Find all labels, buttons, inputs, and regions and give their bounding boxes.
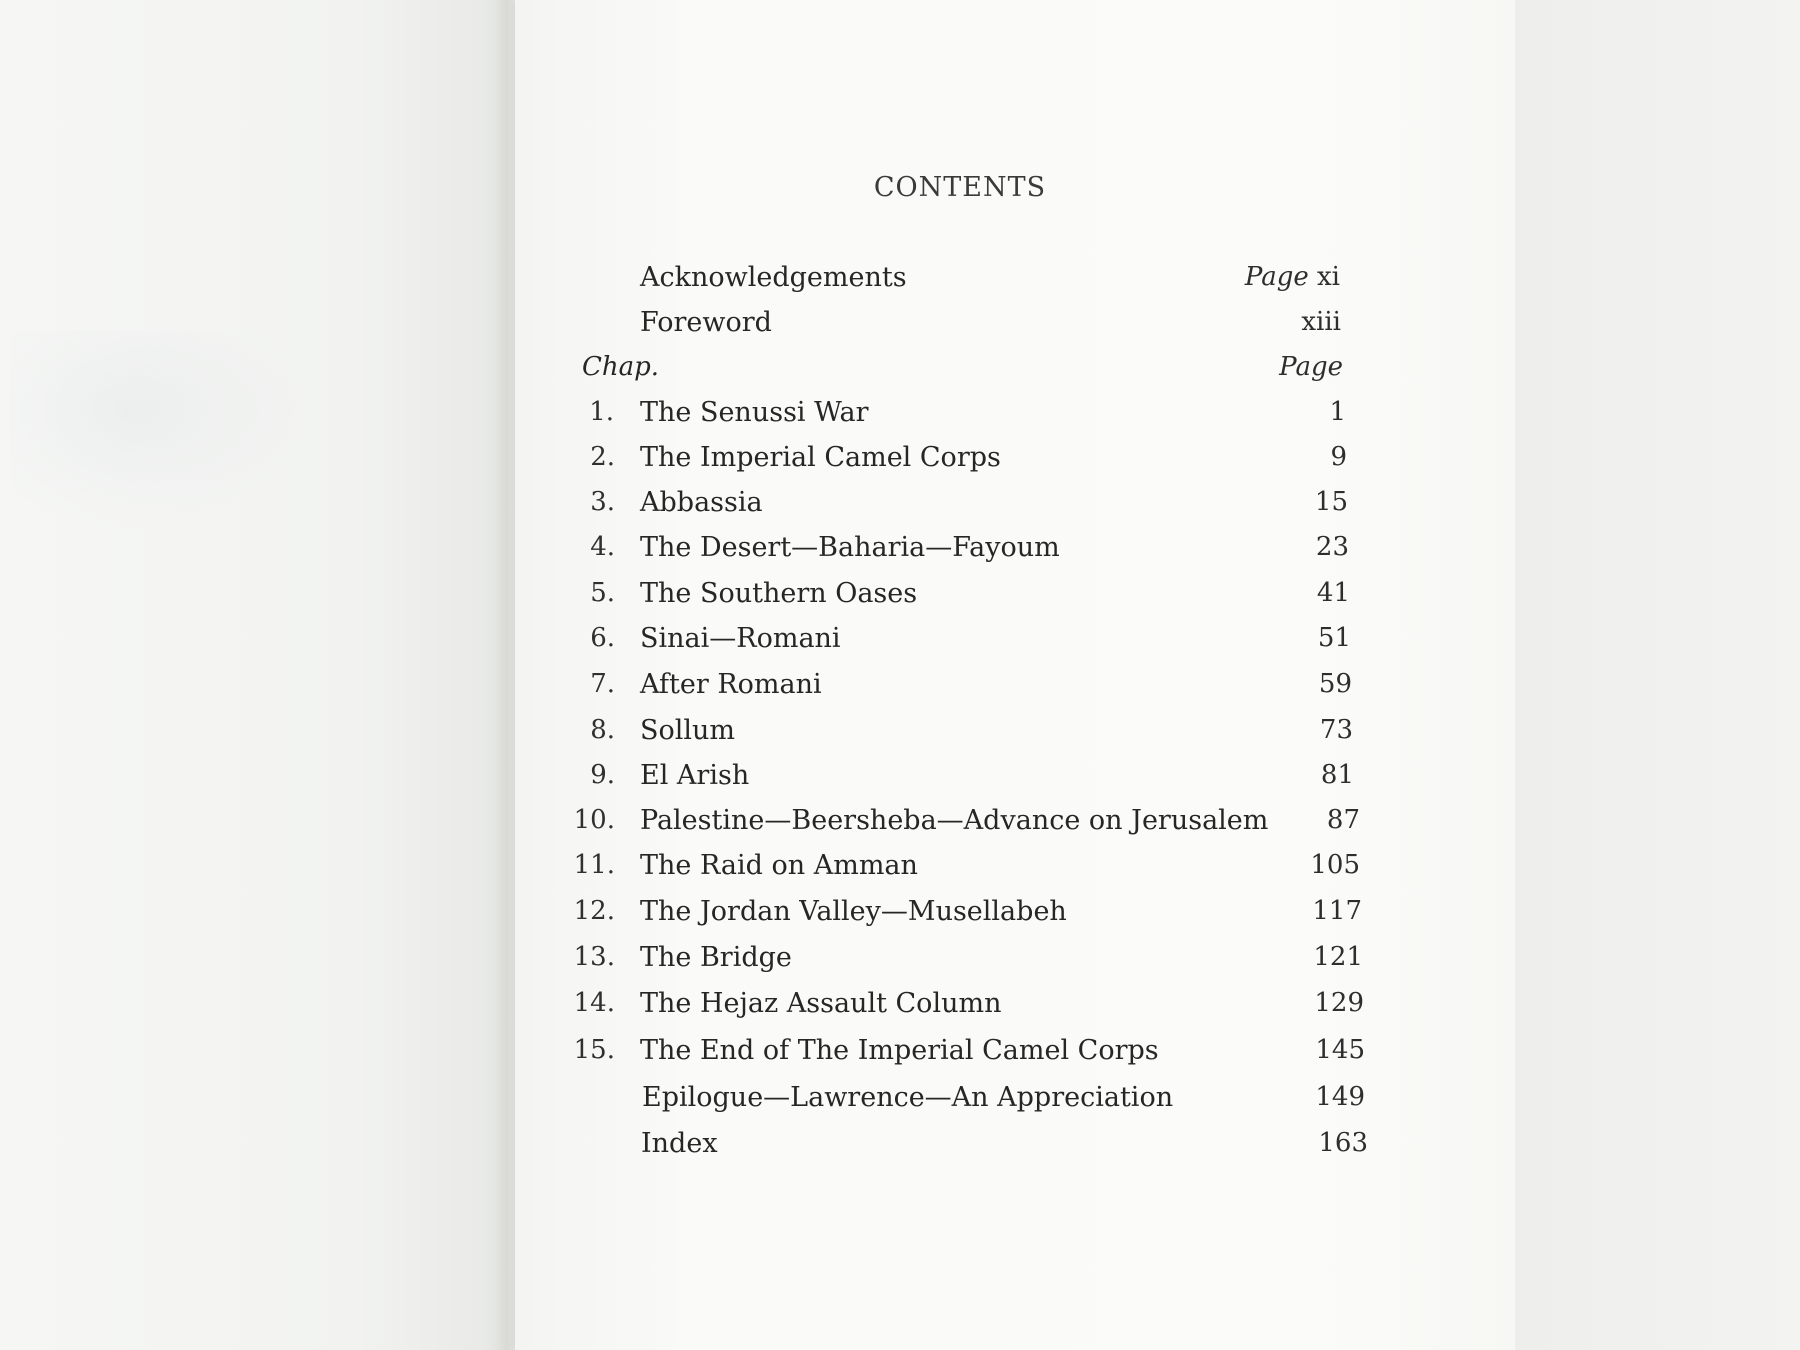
toc-row-chapter-13 [0,942,1800,986]
chapter-page: 59 [1318,669,1352,699]
toc-row-epilogue [0,1082,1800,1126]
contents-heading: CONTENTS [873,172,1047,203]
chapter-number: 9. [590,760,615,790]
toc-title: Acknowledgements [640,262,907,293]
page-prefix: Page [1244,262,1309,292]
toc-row-foreword [0,307,1800,351]
chapter-page: 9 [1330,442,1347,472]
toc-row-chapter-10 [0,805,1800,849]
chapter-page: 121 [1313,942,1363,972]
page-label: Page [1279,352,1343,382]
chapter-title: Sinai—Romani [640,623,841,654]
chapter-page: 145 [1315,1035,1365,1065]
toc-column-labels [0,352,1800,396]
page-number: xi [1317,262,1340,292]
chapter-number: 8. [590,715,615,745]
chapter-number: 3. [590,487,615,517]
chapter-title: The Hejaz Assault Column [640,988,1002,1019]
toc-row-chapter-1 [0,397,1800,441]
chapter-page: 81 [1320,760,1354,790]
toc-page: xiii [1301,307,1341,337]
chapter-title: Abbassia [640,487,763,518]
chapter-number: 4. [590,532,615,562]
chapter-page: 73 [1319,715,1353,745]
toc-row-chapter-6 [0,623,1800,667]
chapter-page: 87 [1326,805,1360,835]
chapter-title: The Senussi War [640,397,869,428]
chapter-title: The End of The Imperial Camel Corps [640,1035,1159,1066]
toc-row-chapter-11 [0,850,1800,894]
toc-row-index [0,1128,1800,1172]
chapter-title: After Romani [640,669,822,700]
chapter-number: 14. [573,988,615,1018]
chapter-number: 10. [573,805,615,835]
chapter-page: 129 [1314,988,1364,1018]
chapter-page: 105 [1310,850,1360,880]
chapter-title: Palestine—Beersheba—Advance on Jerusalem [640,805,1269,836]
toc-row-chapter-14 [0,988,1800,1032]
chapter-number: 15. [573,1035,615,1065]
chapter-number: 1. [589,397,614,427]
toc-title: Index [641,1128,718,1159]
chapter-title: The Desert—Baharia—Fayoum [640,532,1060,563]
chapter-title: The Imperial Camel Corps [640,442,1001,473]
toc-row-chapter-15 [0,1035,1800,1079]
toc-row-chapter-2 [0,442,1800,486]
chapter-title: El Arish [640,760,750,791]
toc-row-chapter-3 [0,487,1800,531]
toc-page [1230,262,1340,292]
toc-row-chapter-8 [0,715,1800,759]
toc-row-chapter-9 [0,760,1800,804]
toc-title: Epilogue—Lawrence—An Appreciation [642,1082,1174,1113]
toc-page: 163 [1318,1128,1368,1158]
chapter-page: 41 [1316,578,1350,608]
toc-row-acknowledgements [0,262,1800,306]
chapter-title: The Southern Oases [640,578,918,609]
chapter-number: 7. [590,669,615,699]
toc-title: Foreword [640,307,772,338]
toc-row-chapter-4 [0,532,1800,576]
chapter-number: 11. [573,850,615,880]
toc-row-chapter-7 [0,669,1800,713]
chapter-number: 13. [573,942,615,972]
toc-page: 149 [1315,1082,1365,1112]
chapter-page: 51 [1317,623,1351,653]
chapter-number: 5. [590,578,615,608]
chapter-title: The Raid on Amman [640,850,918,881]
toc-row-chapter-5 [0,578,1800,622]
chapter-title: The Bridge [640,942,792,973]
chapter-title: The Jordan Valley—Musellabeh [640,896,1067,927]
chapter-number: 12. [573,896,615,926]
chapter-number: 2. [590,442,615,472]
chapter-number: 6. [590,623,615,653]
chapter-page: 15 [1314,487,1348,517]
chapter-title: Sollum [640,715,736,746]
chap-label: Chap. [582,352,660,382]
toc-row-chapter-12 [0,896,1800,940]
chapter-page: 1 [1329,397,1346,427]
chapter-page: 117 [1312,896,1362,926]
chapter-page: 23 [1315,532,1349,562]
